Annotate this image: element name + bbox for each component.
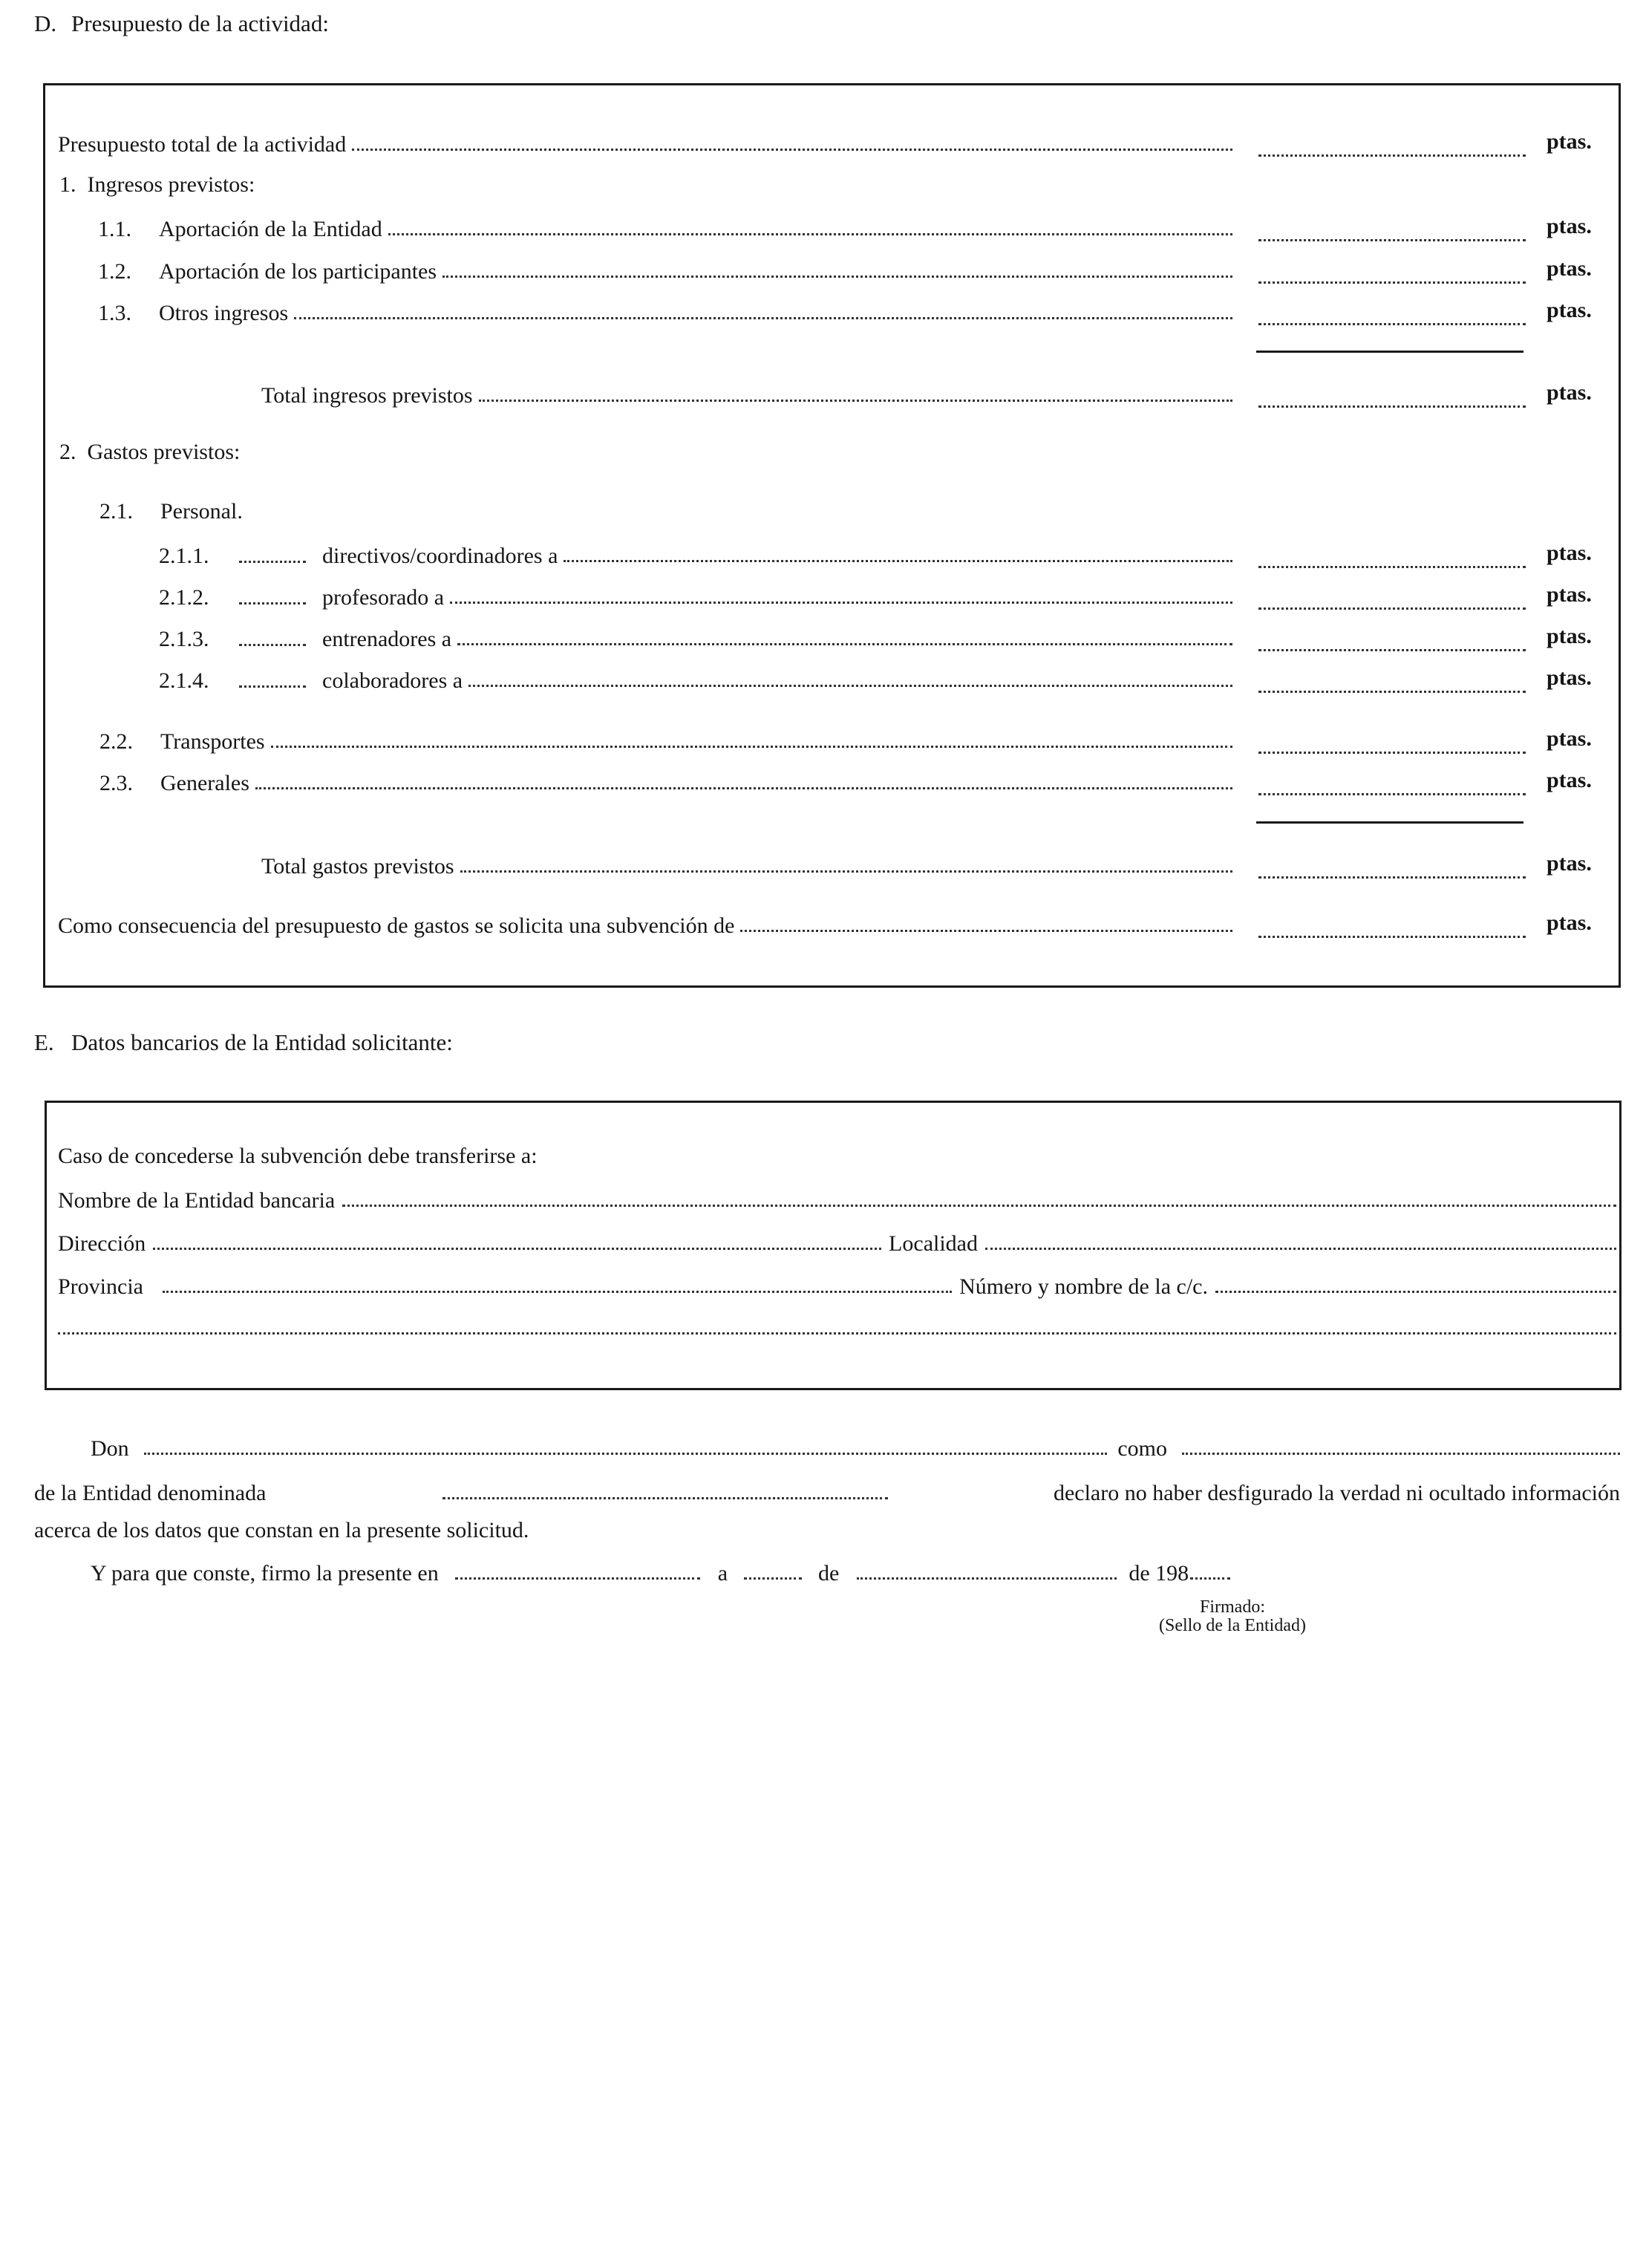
seal-label: (Sello de la Entidad) (1159, 1616, 1306, 1635)
year-label: de 198 (1129, 1561, 1189, 1586)
personal-row (159, 664, 1238, 694)
amount-field[interactable] (1258, 725, 1526, 754)
leader-dots (294, 317, 1232, 319)
name-field[interactable] (144, 1453, 1108, 1455)
leader-dots (442, 276, 1232, 278)
amount-field[interactable] (1258, 766, 1526, 795)
section-title: Datos bancarios de la Entidad solicitante: (71, 1029, 453, 1055)
leader-dots (460, 870, 1232, 873)
don-label: Don (91, 1436, 129, 1461)
field-label: Localidad (889, 1231, 978, 1256)
leader-dots (388, 233, 1232, 235)
item-number: 2.1. (99, 499, 133, 524)
field-label: Provincia (58, 1274, 143, 1299)
entity-label: de la Entidad denominada (34, 1481, 267, 1505)
de-label: de (818, 1561, 840, 1586)
section-letter: D. (34, 10, 57, 36)
unit-label: ptas. (1547, 298, 1592, 322)
declare-text: declaro no haber desfigurado la verdad ni ocultado información (1053, 1481, 1620, 1505)
section-title: Presupuesto de la actividad: (71, 10, 329, 36)
item-number: 1.3. (98, 301, 131, 325)
amount-field[interactable] (1258, 664, 1526, 693)
personal-row (159, 581, 1238, 610)
income-row (98, 212, 1238, 242)
item-number: 2.1.3. (159, 627, 209, 651)
field-label: Número y nombre de la c/c. (959, 1274, 1208, 1299)
field-label: Dirección (58, 1231, 146, 1256)
place-field[interactable] (455, 1558, 700, 1580)
leader-dots (450, 602, 1232, 604)
row-label: Otros ingresos (159, 301, 289, 325)
unit-label: ptas. (1547, 726, 1592, 751)
personal-heading (99, 499, 243, 524)
quantity-field[interactable] (239, 541, 306, 563)
item-number: 2.1.4. (159, 668, 209, 693)
unit-label: ptas. (1547, 624, 1592, 648)
account-field[interactable] (1215, 1291, 1616, 1293)
entity-field[interactable] (442, 1478, 888, 1499)
amount-field[interactable] (1258, 296, 1526, 325)
personal-row (159, 622, 1238, 652)
signed-label: Firmado: (1200, 1597, 1265, 1617)
amount-field[interactable] (1258, 622, 1526, 651)
section-letter: E. (34, 1029, 54, 1055)
bank-name-field[interactable] (342, 1205, 1616, 1207)
month-field[interactable] (857, 1558, 1117, 1580)
unit-label: ptas. (1547, 256, 1592, 281)
row-label: Transportes (160, 729, 265, 754)
row-label: Aportación de la Entidad (159, 217, 382, 241)
amount-field[interactable] (1258, 850, 1526, 879)
income-heading (59, 172, 255, 198)
row-label: Como consecuencia del presupuesto de gastos se solicita una subvención de (58, 913, 735, 938)
section-d-heading (34, 10, 329, 37)
request-row (58, 909, 1238, 939)
expense-row (99, 725, 1238, 755)
locality-field[interactable] (985, 1248, 1616, 1250)
unit-label: ptas. (1547, 541, 1592, 565)
declaration-line-4 (91, 1558, 1230, 1586)
item-number: 1. (59, 172, 76, 197)
quantity-field[interactable] (239, 583, 306, 605)
address-row (58, 1227, 1624, 1257)
leader-dots (271, 746, 1232, 748)
quantity-field[interactable] (239, 666, 306, 688)
amount-field[interactable] (1258, 581, 1526, 610)
amount-field[interactable] (1258, 255, 1526, 284)
item-title: Personal. (160, 499, 243, 524)
quantity-field[interactable] (239, 625, 306, 646)
leader-dots (457, 643, 1232, 645)
budget-total-row (58, 128, 1238, 157)
item-number: 2.1.2. (159, 585, 209, 610)
bank-name-row (58, 1184, 1624, 1213)
province-field[interactable] (163, 1291, 952, 1293)
day-field[interactable] (744, 1558, 802, 1580)
income-total-row (261, 379, 1238, 408)
item-title: Gastos previstos: (87, 440, 241, 464)
amount-field[interactable] (1258, 539, 1526, 568)
unit-label: ptas. (1547, 665, 1592, 690)
row-label: Presupuesto total de la actividad (58, 132, 347, 157)
address-field[interactable] (153, 1248, 881, 1250)
row-label: Aportación de los participantes (159, 259, 437, 284)
amount-field[interactable] (1258, 128, 1526, 157)
expense-row (99, 766, 1238, 796)
income-row (98, 296, 1238, 326)
amount-field[interactable] (1258, 379, 1526, 408)
income-row (98, 255, 1238, 284)
leader-dots (479, 400, 1232, 402)
row-label: directivos/coordinadores a (322, 544, 558, 568)
expense-total-row (261, 850, 1238, 879)
extra-row (58, 1311, 1624, 1341)
leader-dots (740, 930, 1232, 932)
sign-text: Y para que conste, firmo la presente en (91, 1561, 439, 1586)
leader-dots (352, 149, 1232, 151)
item-number: 1.1. (98, 217, 131, 241)
amount-field[interactable] (1258, 909, 1526, 938)
declaration-line-1 (91, 1436, 1620, 1462)
item-title: Ingresos previstos: (87, 172, 255, 197)
como-label: como (1117, 1436, 1167, 1461)
personal-row (159, 539, 1238, 569)
subtotal-rule (1256, 821, 1523, 824)
signature-block (1129, 1598, 1336, 1635)
expense-heading (59, 440, 240, 465)
unit-label: ptas. (1547, 851, 1592, 876)
section-e-heading (34, 1029, 453, 1056)
item-number: 2.1.1. (159, 544, 209, 568)
unit-label: ptas. (1547, 910, 1592, 935)
item-number: 1.2. (98, 259, 131, 284)
declaration-line-2 (34, 1478, 1620, 1506)
unit-label: ptas. (1547, 768, 1592, 792)
year-field[interactable] (1190, 1558, 1230, 1580)
subtotal-rule (1256, 351, 1523, 353)
declaration-line-3: acerca de los datos que constan en la presente solicitud. (34, 1518, 529, 1542)
amount-field[interactable] (1258, 212, 1526, 241)
leader-dots (564, 560, 1232, 562)
leader-dots (468, 685, 1232, 687)
unit-label: ptas. (1547, 582, 1592, 607)
extra-field[interactable] (58, 1332, 1616, 1335)
leader-dots (255, 787, 1232, 789)
row-label: Total gastos previstos (261, 854, 454, 879)
item-number: 2.3. (99, 771, 133, 795)
item-number: 2. (59, 440, 76, 464)
unit-label: ptas. (1547, 214, 1592, 238)
bank-intro: Caso de concederse la subvención debe transferirse a: (58, 1144, 538, 1168)
a-label: a (717, 1561, 728, 1586)
row-label: entrenadores a (322, 627, 452, 651)
row-label: Generales (160, 771, 249, 795)
row-label: Total ingresos previstos (261, 383, 473, 408)
row-label: profesorado a (322, 585, 445, 610)
item-number: 2.2. (99, 729, 133, 754)
unit-label: ptas. (1547, 380, 1592, 405)
field-label: Nombre de la Entidad bancaria (58, 1188, 336, 1213)
unit-label: ptas. (1547, 129, 1592, 154)
role-field[interactable] (1182, 1453, 1620, 1455)
province-row (58, 1270, 1624, 1300)
row-label: colaboradores a (322, 668, 463, 693)
